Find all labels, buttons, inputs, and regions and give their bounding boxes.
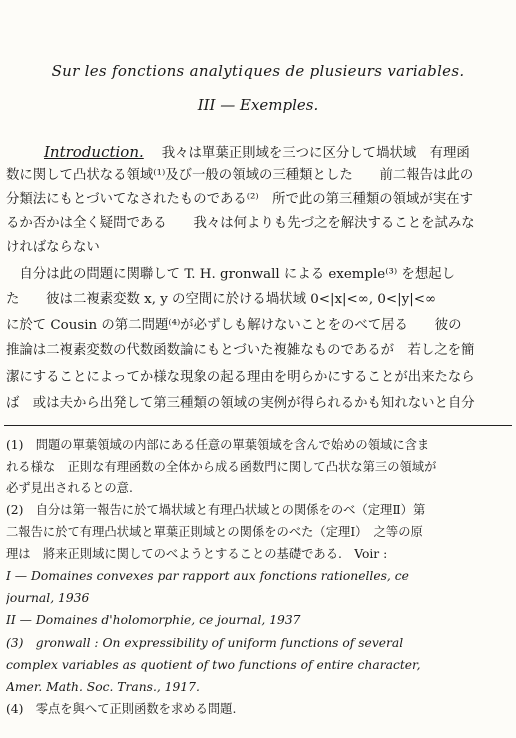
body-line: ば 或は夫から出発して第三種類の領域の実例が得られるかも知れないと自分 [6, 396, 475, 411]
footnote-line: 理は 將来正則域に関してのべようとすることの基礎である. Voir : [6, 547, 388, 561]
body-line: に於て Cousin の第二問題⁽⁴⁾が必ずしも解けないことをのべて居る 彼の [6, 318, 462, 333]
body-line: 推論は二複素変数の代数函数論にもとづいた複雑なものであるが 若し之を簡 [6, 343, 475, 358]
body-line [6, 141, 510, 165]
body-line: た 彼は二複素変数 x, y の空間に於ける堝状域 0<|x|<∞, 0<|y|<∞ [6, 292, 437, 307]
footnote-line: (3) gronwall : On expressibility of uniform functions of several [6, 636, 404, 650]
title-line-2: III — Exemples. [197, 96, 319, 114]
footnote-line: 必ず見出されるとの意. [6, 481, 133, 495]
body-line: 数に関して凸状なる領域⁽¹⁾及び一般の領域の三種類とした 前二報告は此の [6, 168, 474, 183]
title-line-1: Sur les fonctions analytiques de plusieurs variables. [51, 62, 465, 80]
footnote-divider [4, 425, 512, 426]
footnote-line: (4) 零点を與へて正則函数を求める問題. [6, 702, 237, 716]
footnote-line: complex variables as quotient of two functions of entire character, [6, 658, 421, 672]
footnote-line: Amer. Math. Soc. Trans., 1917. [6, 680, 200, 694]
intro-heading: Introduction. [44, 143, 144, 161]
body-line: るか否かは全く疑問である 我々は何よりも先づ之を解決することを試みな [6, 216, 475, 231]
body-line: 自分は此の問題に関聯して T. H. gronwall による exemple⁽³⁾ を想起し [6, 267, 455, 282]
body-line-text: 我々は單葉正則域を三つに区分して堝状域 有理函 [161, 146, 470, 161]
footnote-line: (1) 問題の單葉領域の内部にある任意の單葉領域を含んで始めの領域に含ま [6, 438, 430, 452]
footnote-line: II — Domaines d'holomorphie, ce journal, 1937 [6, 613, 301, 627]
footnote-line: I — Domaines convexes par rapport aux fonctions rationelles, ce [6, 569, 409, 583]
body-line: ければならない [6, 240, 100, 255]
footnote-line: れる様な 正則な有理函数の全体から成る函数門に関して凸状な第三の領域が [6, 460, 437, 474]
footnote-line: (2) 自分は第一報告に於て堝状域と有理凸状域との関係をのべ（定理Ⅱ）第 [6, 503, 426, 517]
footnote-line: journal, 1936 [6, 591, 90, 605]
footnote-line: 二報告に於て有理凸状域と單葉正則域との関係をのべた（定理Ⅰ） 之等の原 [6, 525, 423, 539]
body-line: 分類法にもとづいてなされたものである⁽²⁾ 所で此の第三種類の領域が実在す [6, 192, 473, 207]
body-line: 潔にすることによってか様な現象の起る理由を明らかにすることが出来たなら [6, 370, 475, 385]
